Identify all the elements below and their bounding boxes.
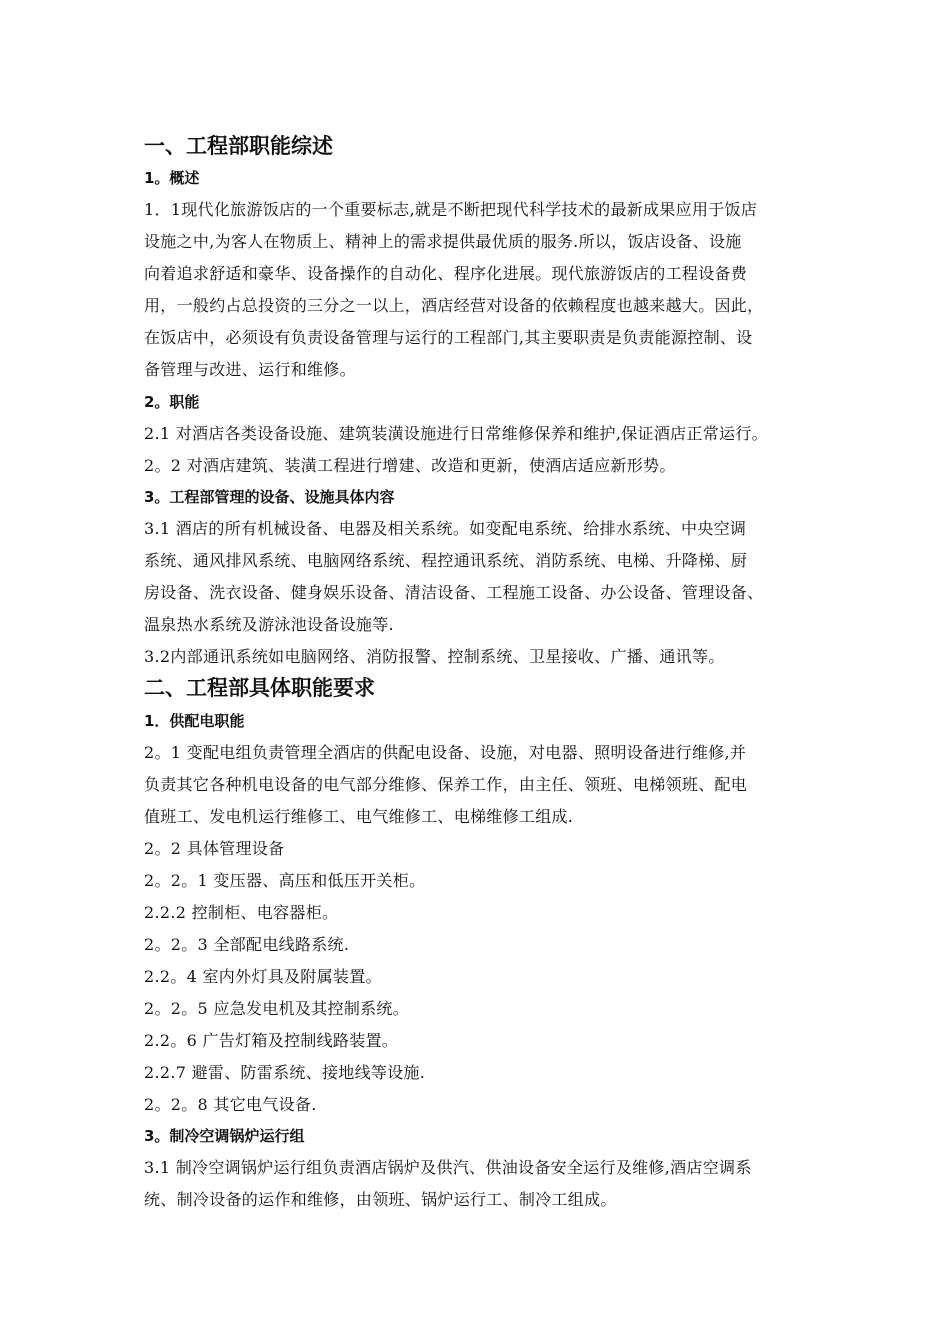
paragraph-line: 1．1现代化旅游饭店的一个重要标志,就是不断把现代科学技术的最新成果应用于饭店 bbox=[144, 200, 758, 219]
paragraph-line: 2。2。1 变压器、高压和低压开关柜。 bbox=[144, 871, 426, 890]
paragraph-line: 2.1 对酒店各类设备设施、建筑装潢设施进行日常维修保养和维护,保证酒店正常运行。 bbox=[144, 424, 768, 443]
subsection-heading: 3。工程部管理的设备、设施具体内容 bbox=[144, 488, 395, 506]
paragraph-line: 2.2.7 避雷、防雷系统、接地线等设施. bbox=[144, 1063, 426, 1082]
section-title: 一、工程部职能综述 bbox=[144, 134, 333, 158]
paragraph-line: 值班工、发电机运行维修工、电气维修工、电梯维修工组成. bbox=[144, 807, 574, 826]
subsection-heading: 3。制冷空调锅炉运行组 bbox=[144, 1127, 305, 1145]
paragraph-line: 在饭店中，必须设有负责设备管理与运行的工程部门,其主要职责是负责能源控制、设 bbox=[144, 328, 753, 347]
paragraph-line: 设施之中,为客人在物质上、精神上的需求提供最优质的服务.所以，饭店设备、设施 bbox=[144, 232, 742, 251]
paragraph-line: 向着追求舒适和豪华、设备操作的自动化、程序化进展。现代旅游饭店的工程设备费 bbox=[144, 264, 748, 283]
paragraph-line: 2。2。8 其它电气设备. bbox=[144, 1095, 317, 1114]
subsection-heading: 2。职能 bbox=[144, 393, 200, 411]
paragraph-line: 2。2。5 应急发电机及其控制系统。 bbox=[144, 999, 410, 1018]
subsection-heading: 1．供配电职能 bbox=[144, 712, 245, 730]
paragraph-line: 统、制冷设备的运作和维修，由领班、锅炉运行工、制冷工组成。 bbox=[144, 1190, 617, 1209]
subsection-heading: 1。概述 bbox=[144, 169, 200, 187]
paragraph-line: 负责其它各种机电设备的电气部分维修、保养工作，由主任、领班、电梯领班、配电 bbox=[144, 775, 748, 794]
paragraph-line: 2。2 对酒店建筑、装潢工程进行增建、改造和更新，使酒店适应新形势。 bbox=[144, 456, 676, 475]
paragraph-line: 2。2。3 全部配电线路系统. bbox=[144, 935, 350, 954]
paragraph-line: 2.2。6 广告灯箱及控制线路装置。 bbox=[144, 1031, 399, 1050]
paragraph-line: 备管理与改进、运行和维修。 bbox=[144, 360, 356, 379]
paragraph-line: 温泉热水系统及游泳池设备设施等. bbox=[144, 615, 394, 634]
paragraph-line: 2.2。4 室内外灯具及附属装置。 bbox=[144, 967, 382, 986]
paragraph-line: 用，一般约占总投资的三分之一以上，酒店经营对设备的依赖程度也越来越大。因此， bbox=[144, 296, 764, 315]
paragraph-line: 3.1 制冷空调锅炉运行组负责酒店锅炉及供汽、供油设备安全运行及维修,酒店空调系 bbox=[144, 1158, 752, 1177]
paragraph-line: 2。1 变配电组负责管理全酒店的供配电设备、设施，对电器、照明设备进行维修,并 bbox=[144, 743, 747, 762]
paragraph-line: 3.2内部通讯系统如电脑网络、消防报警、控制系统、卫星接收、广播、通讯等。 bbox=[144, 647, 725, 666]
paragraph-line: 3.1 酒店的所有机械设备、电器及相关系统。如变配电系统、给排水系统、中央空调 bbox=[144, 519, 747, 538]
section-title: 二、工程部具体职能要求 bbox=[144, 676, 375, 700]
paragraph-line: 房设备、洗衣设备、健身娱乐设备、清洁设备、工程施工设备、办公设备、管理设备、 bbox=[144, 583, 764, 602]
paragraph-line: 2。2 具体管理设备 bbox=[144, 839, 285, 858]
paragraph-line: 2.2.2 控制柜、电容器柜。 bbox=[144, 903, 339, 922]
paragraph-line: 系统、通风排风系统、电脑网络系统、程控通讯系统、消防系统、电梯、升降梯、厨 bbox=[144, 551, 748, 570]
